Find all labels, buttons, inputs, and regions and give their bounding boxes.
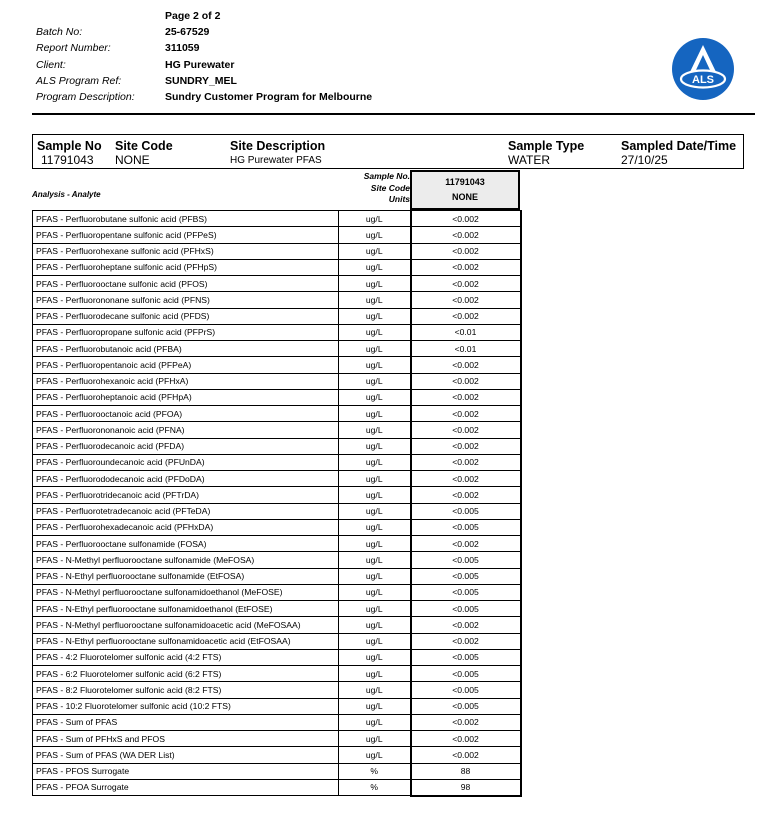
client-value: HG Purewater [165,58,235,71]
units-cell: ug/L [339,259,411,275]
result-cell: <0.002 [411,406,521,422]
result-cell: <0.002 [411,259,521,275]
units-cell: ug/L [339,584,411,600]
units-cell: ug/L [339,357,411,373]
units-cell: ug/L [339,373,411,389]
sample-type-value: WATER [508,153,550,167]
table-row [33,341,521,357]
analyte-cell: PFAS - Perfluorohexanoic acid (PFHxA) [33,373,339,389]
client-row [36,57,456,73]
program-ref-value: SUNDRY_MEL [165,74,237,87]
result-cell: <0.005 [411,568,521,584]
table-row [33,438,521,454]
table-row [33,682,521,698]
analyte-cell: PFAS - Perfluorotetradecanoic acid (PFTeDA) [33,503,339,519]
analyte-cell: PFAS - Perfluorodecane sulfonic acid (PFDS) [33,308,339,324]
table-row [33,779,521,795]
table-row [33,584,521,600]
units-cell: ug/L [339,292,411,308]
analyte-cell: PFAS - N-Methyl perfluorooctane sulfonamidoacetic acid (MeFOSAA) [33,617,339,633]
report-number-label: Report Number: [36,42,111,55]
result-cell: <0.002 [411,357,521,373]
program-description-label: Program Description: [36,91,135,104]
result-cell: 98 [411,779,521,795]
table-row [33,763,521,779]
analyte-cell: PFAS - Sum of PFAS [33,714,339,730]
units-cell: ug/L [339,552,411,568]
units-cell: ug/L [339,601,411,617]
sampled-date-header: Sampled Date/Time [621,139,737,153]
analyte-cell: PFAS - Perfluorononane sulfonic acid (PFNS) [33,292,339,308]
table-row [33,649,521,665]
analyte-cell: PFAS - Perfluorononanoic acid (PFNA) [33,422,339,438]
table-row [33,454,521,470]
table-row [33,406,521,422]
als-logo-text: ALS [692,74,714,86]
units-cell: ug/L [339,617,411,633]
units-cell: ug/L [339,747,411,763]
client-label: Client: [36,58,66,71]
analyte-cell: PFAS - N-Methyl perfluorooctane sulfonamidoethanol (MeFOSE) [33,584,339,600]
analyte-cell: PFAS - 8:2 Fluorotelomer sulfonic acid (8:2 FTS) [33,682,339,698]
result-cell: <0.002 [411,617,521,633]
report-number-value: 311059 [165,42,200,55]
table-row [33,389,521,405]
units-cell: ug/L [339,503,411,519]
result-cell: <0.002 [411,714,521,730]
analyte-cell: PFAS - PFOA Surrogate [33,779,339,795]
result-cell: <0.005 [411,649,521,665]
analyte-cell: PFAS - Perfluorooctane sulfonic acid (PFOS) [33,276,339,292]
sample-type-header: Sample Type [508,139,585,153]
units-cell: ug/L [339,389,411,405]
units-cell: ug/L [339,211,411,227]
units-cell: ug/L [339,633,411,649]
result-column-header [410,170,520,210]
result-site-code: NONE [451,192,478,202]
sample-no-col-header: Sample No. [363,171,410,181]
result-cell: 88 [411,763,521,779]
units-cell: ug/L [339,308,411,324]
report-header [36,8,456,105]
units-cell: ug/L [339,519,411,535]
analyte-cell: PFAS - Sum of PFHxS and PFOS [33,731,339,747]
result-cell: <0.002 [411,454,521,470]
units-cell: ug/L [339,454,411,470]
result-cell: <0.002 [411,373,521,389]
result-cell: <0.002 [411,731,521,747]
units-cell: ug/L [339,487,411,503]
analyte-cell: PFAS - Perfluorodecanoic acid (PFDA) [33,438,339,454]
analyte-cell: PFAS - Perfluoroundecanoic acid (PFUnDA) [33,454,339,470]
program-ref-row [36,73,456,89]
result-cell: <0.005 [411,698,521,714]
table-row [33,227,521,243]
table-row [33,259,521,275]
site-description-header: Site Description [230,139,326,153]
header-divider [32,113,755,115]
table-row [33,373,521,389]
result-cell: <0.002 [411,243,521,259]
result-cell: <0.01 [411,341,521,357]
analyte-cell: PFAS - Perfluorododecanoic acid (PFDoDA) [33,471,339,487]
analyte-cell: PFAS - Perfluorohexadecanoic acid (PFHxDA) [33,519,339,535]
result-cell: <0.005 [411,666,521,682]
program-description-value: Sundry Customer Program for Melbourne [165,91,373,104]
result-cell: <0.002 [411,292,521,308]
units-cell: ug/L [339,666,411,682]
table-row [33,633,521,649]
units-cell: % [339,779,411,795]
result-cell: <0.002 [411,422,521,438]
sample-no-value: 11791043 [41,153,94,167]
result-cell: <0.002 [411,438,521,454]
table-row [33,357,521,373]
analyte-cell: PFAS - Perfluoropentanoic acid (PFPeA) [33,357,339,373]
table-row [33,568,521,584]
result-cell: <0.005 [411,503,521,519]
analyte-cell: PFAS - Perfluoropropane sulfonic acid (PFPrS) [33,324,339,340]
units-cell: ug/L [339,568,411,584]
als-logo [672,38,734,100]
analyte-cell: PFAS - Sum of PFAS (WA DER List) [33,747,339,763]
table-row [33,666,521,682]
analyte-cell: PFAS - Perfluorooctane sulfonamide (FOSA) [33,536,339,552]
table-row [33,487,521,503]
result-cell: <0.002 [411,389,521,405]
table-row [33,422,521,438]
table-row [33,698,521,714]
table-row [33,617,521,633]
table-row [33,714,521,730]
units-cell: ug/L [339,682,411,698]
result-cell: <0.002 [411,308,521,324]
table-row [33,292,521,308]
analyte-cell: PFAS - 4:2 Fluorotelomer sulfonic acid (4:2 FTS) [33,649,339,665]
result-cell: <0.01 [411,324,521,340]
table-row [33,324,521,340]
table-row [33,601,521,617]
units-cell: ug/L [339,276,411,292]
analyte-cell: PFAS - Perfluorotridecanoic acid (PFTrDA) [33,487,339,503]
result-cell: <0.002 [411,227,521,243]
page-indicator: Page 2 of 2 [165,10,221,23]
site-code-value: NONE [115,153,150,167]
results-table [32,210,522,797]
table-row [33,471,521,487]
result-cell: <0.005 [411,584,521,600]
table-row [33,211,521,227]
units-cell: ug/L [339,422,411,438]
result-cell: <0.005 [411,519,521,535]
result-cell: <0.002 [411,471,521,487]
units-cell: ug/L [339,731,411,747]
result-cell: <0.002 [411,633,521,649]
analyte-cell: PFAS - Perfluoroheptanoic acid (PFHpA) [33,389,339,405]
result-cell: <0.002 [411,211,521,227]
units-cell: ug/L [339,471,411,487]
units-cell: ug/L [339,649,411,665]
batch-no-value: 25-67529 [165,26,210,39]
result-cell: <0.005 [411,601,521,617]
analyte-cell: PFAS - Perfluorobutane sulfonic acid (PFBS) [33,211,339,227]
analysis-analyte-header: Analysis - Analyte [32,190,101,199]
units-cell: ug/L [339,243,411,259]
table-row [33,503,521,519]
result-sample-no: 11791043 [445,177,485,187]
table-row [33,519,521,535]
sampled-date-value: 27/10/25 [621,153,668,167]
analyte-cell: PFAS - N-Methyl perfluorooctane sulfonamide (MeFOSA) [33,552,339,568]
units-cell: ug/L [339,341,411,357]
table-row [33,536,521,552]
site-code-header: Site Code [115,139,173,153]
analyte-cell: PFAS - Perfluorohexane sulfonic acid (PFHxS) [33,243,339,259]
batch-no-row [36,24,456,40]
site-description-value: HG Purewater PFAS [230,155,322,166]
result-cell: <0.002 [411,536,521,552]
analyte-cell: PFAS - PFOS Surrogate [33,763,339,779]
report-number-row [36,40,456,56]
result-cell: <0.002 [411,276,521,292]
analyte-cell: PFAS - Perfluorooctanoic acid (PFOA) [33,406,339,422]
sample-site-units-header [336,171,410,206]
results-table-body [33,211,521,796]
analyte-cell: PFAS - N-Ethyl perfluorooctane sulfonamide (EtFOSA) [33,568,339,584]
table-row [33,308,521,324]
table-row [33,552,521,568]
units-col-header: Units [388,194,410,204]
units-cell: ug/L [339,536,411,552]
result-cell: <0.005 [411,682,521,698]
analyte-cell: PFAS - N-Ethyl perfluorooctane sulfonamidoacetic acid (EtFOSAA) [33,633,339,649]
page-indicator-row [36,8,456,24]
units-cell: ug/L [339,698,411,714]
analyte-cell: PFAS - 10:2 Fluorotelomer sulfonic acid (10:2 FTS) [33,698,339,714]
units-cell: ug/L [339,406,411,422]
result-cell: <0.005 [411,552,521,568]
result-cell: <0.002 [411,487,521,503]
units-cell: ug/L [339,324,411,340]
program-ref-label: ALS Program Ref: [36,74,122,87]
sample-no-header: Sample No [37,139,102,153]
analyte-cell: PFAS - Perfluorobutanoic acid (PFBA) [33,341,339,357]
batch-no-label: Batch No: [36,26,83,39]
units-cell: ug/L [339,714,411,730]
table-row [33,747,521,763]
sample-info-box [32,134,744,169]
program-description-row [36,89,456,105]
site-code-col-header: Site Code [370,182,410,193]
analyte-cell: PFAS - N-Ethyl perfluorooctane sulfonamidoethanol (EtFOSE) [33,601,339,617]
table-row [33,243,521,259]
result-cell: <0.002 [411,747,521,763]
analyte-cell: PFAS - 6:2 Fluorotelomer sulfonic acid (6:2 FTS) [33,666,339,682]
analyte-cell: PFAS - Perfluoroheptane sulfonic acid (PFHpS) [33,259,339,275]
analyte-cell: PFAS - Perfluoropentane sulfonic acid (PFPeS) [33,227,339,243]
units-cell: % [339,763,411,779]
table-row [33,731,521,747]
table-row [33,276,521,292]
units-cell: ug/L [339,438,411,454]
units-cell: ug/L [339,227,411,243]
